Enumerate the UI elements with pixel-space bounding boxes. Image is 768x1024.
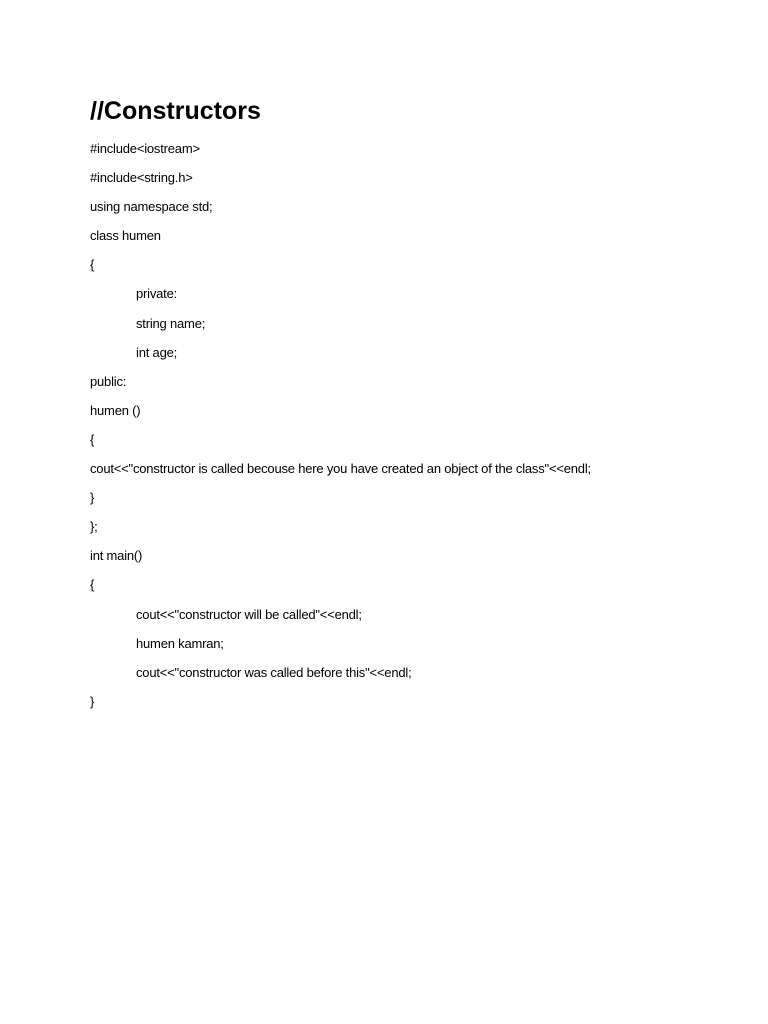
code-line: class humen bbox=[90, 228, 161, 244]
code-line: public: bbox=[90, 373, 127, 389]
code-line: cout<<"constructor was called before this"<<endl; bbox=[136, 664, 412, 680]
code-line: cout<<"constructor will be called"<<endl; bbox=[136, 606, 362, 622]
code-line: #include<string.h> bbox=[90, 170, 193, 186]
document-title: //Constructors bbox=[90, 97, 261, 125]
code-line: { bbox=[90, 257, 95, 273]
code-line: } bbox=[90, 693, 95, 709]
code-listing bbox=[90, 139, 730, 721]
code-line: using namespace std; bbox=[90, 199, 213, 215]
code-line: string name; bbox=[136, 315, 206, 331]
code-line: humen () bbox=[90, 402, 141, 418]
code-line: { bbox=[90, 431, 95, 447]
code-line: cout<<"constructor is called becouse here you have created an object of the class"<<endl; bbox=[90, 461, 591, 477]
code-line: humen kamran; bbox=[136, 635, 224, 651]
code-line: private: bbox=[136, 286, 178, 302]
code-line: } bbox=[90, 490, 95, 506]
code-line: int age; bbox=[136, 344, 178, 360]
code-line: { bbox=[90, 577, 95, 593]
code-line: }; bbox=[90, 519, 98, 535]
code-line: #include<iostream> bbox=[90, 141, 200, 156]
code-line: int main() bbox=[90, 548, 143, 564]
